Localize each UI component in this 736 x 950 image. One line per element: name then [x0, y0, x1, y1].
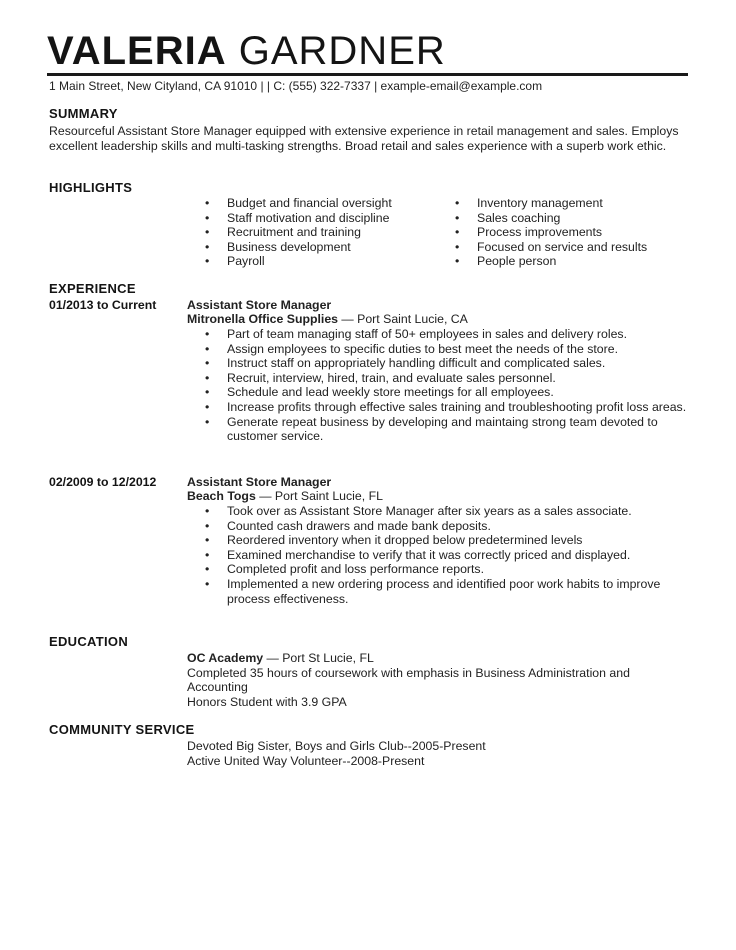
- list-item: • Examined merchandise to verify that it was correctly priced and displayed.: [205, 548, 690, 563]
- education-block: [187, 651, 677, 709]
- list-item: • Increase profits through effective sales training and troubleshooting profit loss areas.: [205, 400, 690, 415]
- list-item: • Budget and financial oversight: [205, 196, 392, 211]
- job-2-company-line: [187, 489, 383, 504]
- list-item: • Part of team managing staff of 50+ employees in sales and delivery roles.: [205, 327, 690, 342]
- community-service-block: [187, 739, 677, 768]
- list-item: • Sales coaching: [455, 211, 647, 226]
- list-item: • Focused on service and results: [455, 240, 647, 255]
- summary-heading: SUMMARY: [49, 106, 118, 121]
- list-item: • Completed profit and loss performance reports.: [205, 562, 690, 577]
- list-item: • Counted cash drawers and made bank deposits.: [205, 519, 690, 534]
- list-item: • Recruit, interview, hired, train, and evaluate sales personnel.: [205, 371, 690, 386]
- first-name: VALERIA: [47, 29, 227, 73]
- highlights-heading: HIGHLIGHTS: [49, 180, 133, 195]
- list-item: • Instruct staff on appropriately handling difficult and complicated sales.: [205, 356, 690, 371]
- company-name: Beach Togs: [187, 489, 256, 503]
- list-item: • Staff motivation and discipline: [205, 211, 392, 226]
- list-item: • Process improvements: [455, 225, 647, 240]
- list-item: • Implemented a new ordering process and identified poor work habits to improve process effectiveness.: [205, 577, 690, 606]
- community-service-heading: COMMUNITY SERVICE: [49, 722, 195, 737]
- job-1-company-line: [187, 312, 468, 327]
- list-item: • Payroll: [205, 254, 392, 269]
- list-item: • Reordered inventory when it dropped below predetermined levels: [205, 533, 690, 548]
- list-item: • Inventory management: [455, 196, 647, 211]
- highlights-left-list: [205, 196, 392, 269]
- job-2-dates: 02/2009 to 12/2012: [49, 475, 157, 489]
- job-1-duties: [205, 327, 690, 444]
- company-location: — Port Saint Lucie, CA: [338, 312, 468, 326]
- highlights-right-list: [455, 196, 647, 269]
- list-item: Active United Way Volunteer--2008-Present: [187, 753, 425, 768]
- job-1-dates: 01/2013 to Current: [49, 298, 157, 312]
- header-divider: [47, 73, 688, 76]
- list-item: • Schedule and lead weekly store meetings for all employees.: [205, 385, 690, 400]
- education-details: Completed 35 hours of coursework with emphasis in Business Administration and Accounting: [187, 665, 630, 694]
- company-name: Mitronella Office Supplies: [187, 312, 339, 326]
- list-item: • Assign employees to specific duties to best meet the needs of the store.: [205, 342, 690, 357]
- job-title: Assistant Store Manager: [187, 298, 332, 312]
- list-item: • Business development: [205, 240, 392, 255]
- school-location: — Port St Lucie, FL: [263, 651, 374, 665]
- list-item: Devoted Big Sister, Boys and Girls Club--2005-Present: [187, 739, 486, 753]
- job-2-duties: [205, 504, 690, 606]
- last-name: GARDNER: [238, 29, 446, 73]
- experience-heading: EXPERIENCE: [49, 281, 136, 296]
- contact-line: 1 Main Street, New Cityland, CA 91010 | | C: (555) 322-7337 | example-email@example.com: [49, 79, 543, 93]
- job-2-role: [187, 475, 331, 490]
- job-title: Assistant Store Manager: [187, 475, 332, 489]
- list-item: • Recruitment and training: [205, 225, 392, 240]
- candidate-name: [47, 28, 446, 74]
- company-location: — Port Saint Lucie, FL: [255, 489, 383, 503]
- list-item: • People person: [455, 254, 647, 269]
- school-line: [187, 651, 677, 666]
- education-honors: Honors Student with 3.9 GPA: [187, 694, 347, 709]
- education-heading: EDUCATION: [49, 634, 129, 649]
- job-1-role: [187, 298, 331, 313]
- summary-text: Resourceful Assistant Store Manager equipped with extensive experience in retail management and sales. Employs excellent leadership skills and multi-tasking strengths. Broad retail and sales experience with a superb work ethic.: [49, 124, 679, 153]
- list-item: • Generate repeat business by developing and maintaing strong team devoted to customer service.: [205, 415, 690, 444]
- list-item: • Took over as Assistant Store Manager after six years as a sales associate.: [205, 504, 690, 519]
- school-name: OC Academy: [187, 651, 264, 665]
